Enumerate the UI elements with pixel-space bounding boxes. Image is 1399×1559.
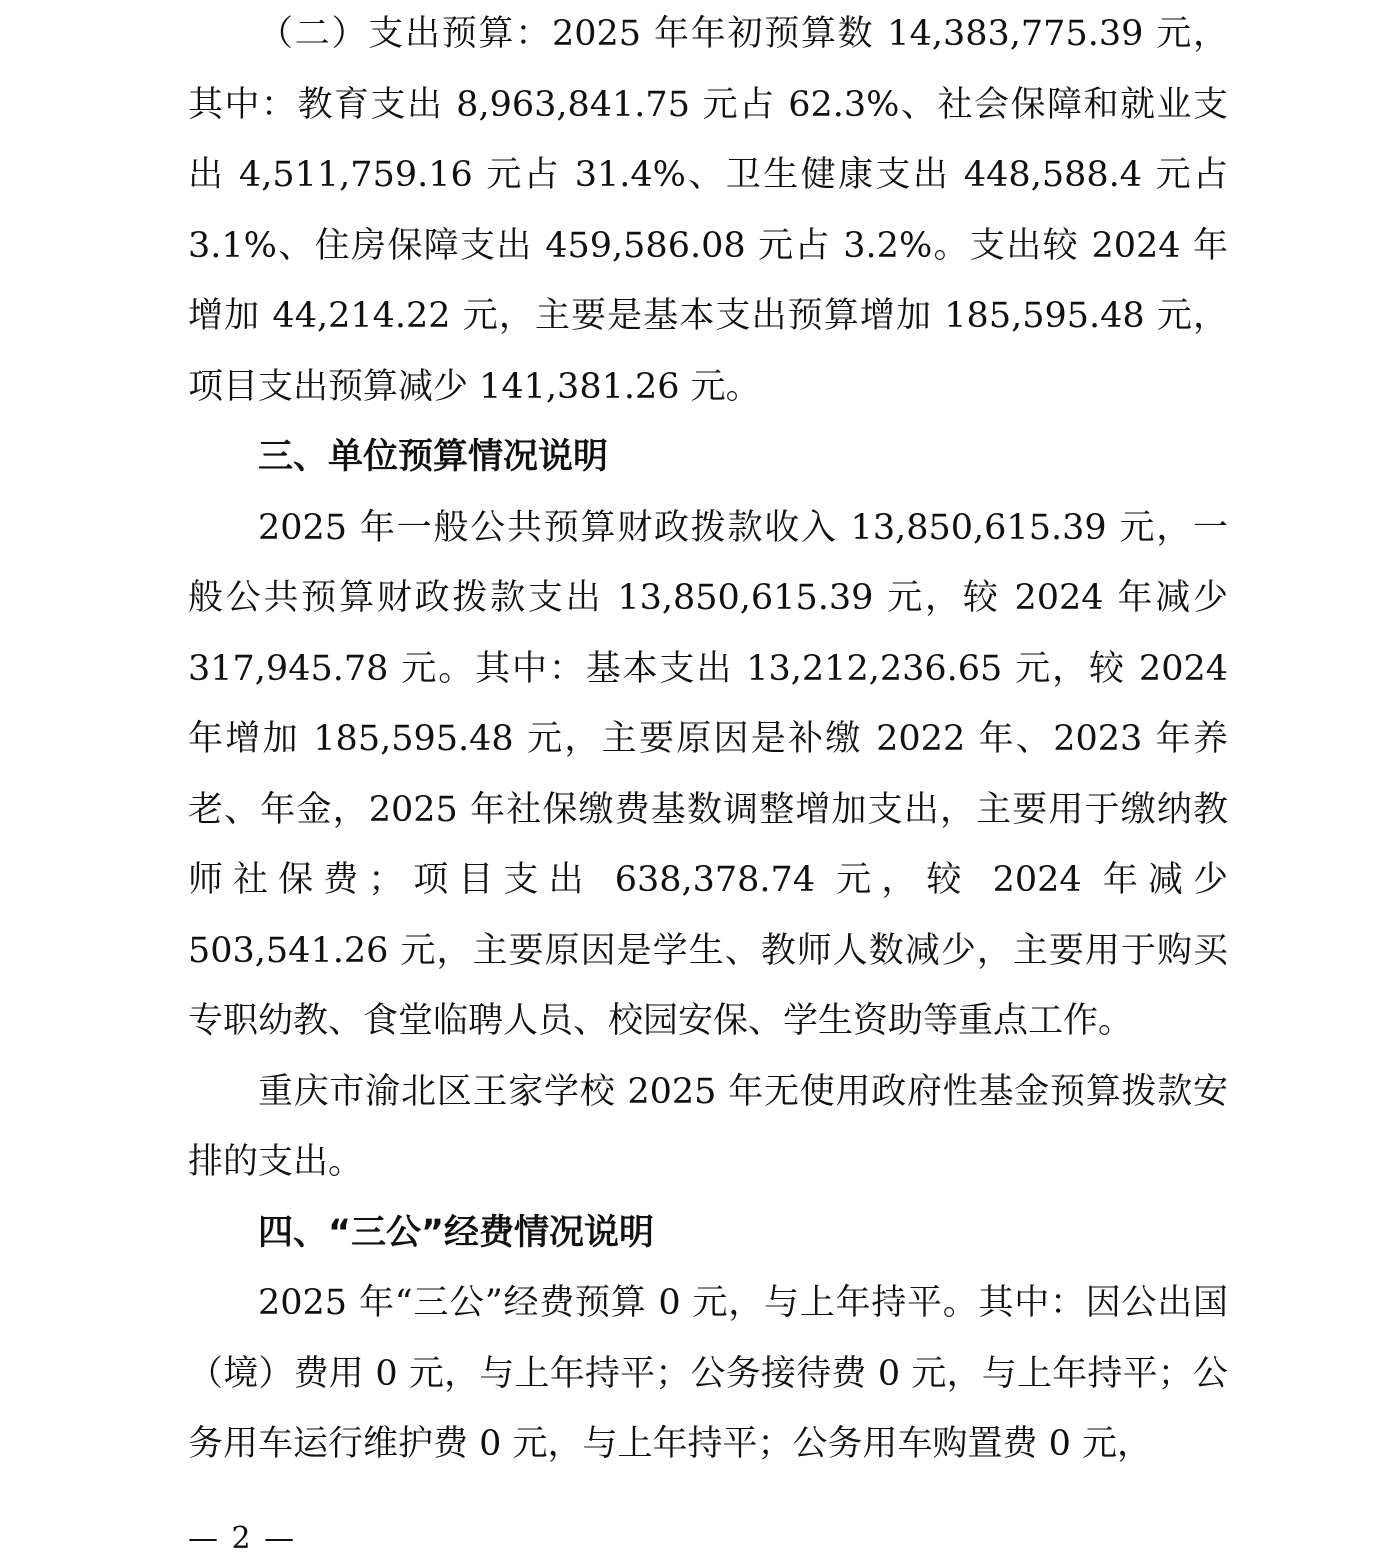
paragraph-expenditure-budget: （二）支出预算：2025 年年初预算数 14,383,775.39 元，其中：教育支出 8,963,841.75 元占 62.3%、社会保障和就业支出 4,511,759.16 元占 31.4%、卫生健康支出 448,588.4 元占 3.1%、住房保障支出 459,586.08 元占 3.2%。支出较 2024 年增加 44,214.22 元，主要是基本支出预算增加 185,595.48 元，项目支出预算减少 141,381.26 元。 [188,14,1228,407]
paragraph-three-public-expenses: 2025 年“三公”经费预算 0 元，与上年持平。其中：因公出国（境）费用 0 元，与上年持平；公务接待费 0 元，与上年持平；公务用车运行维护费 0 元，与上年持平；公务用车购置费 0 元， [188,1283,1228,1464]
heading-unit-budget: 三、单位预算情况说明 [258,437,609,477]
page-number: — 2 — [188,1521,297,1556]
document-page [188,0,1228,1480]
paragraph-unit-budget: 2025 年一般公共预算财政拨款收入 13,850,615.39 元，一般公共预算财政拨款支出 13,850,615.39 元，较 2024 年减少 317,945.78 元。其中：基本支出 13,212,236.65 元，较 2024 年增加 185,595.48 元，主要原因是补缴 2022 年、2023 年养老、年金，2025 年社保缴费基数调整增加支出，主要用于缴纳教师社保费；项目支出 638,378.74 元，较 2024 年减少 503,541.26 元，主要原因是学生、教师人数减少，主要用于购买专职幼教、食堂临聘人员、校园安保、学生资助等重点工作。 [188,507,1228,1041]
paragraph-government-fund: 重庆市渝北区王家学校 2025 年无使用政府性基金预算拨款安排的支出。 [188,1071,1228,1182]
heading-three-public-expenses: 四、“三公”经费情况说明 [258,1212,655,1253]
